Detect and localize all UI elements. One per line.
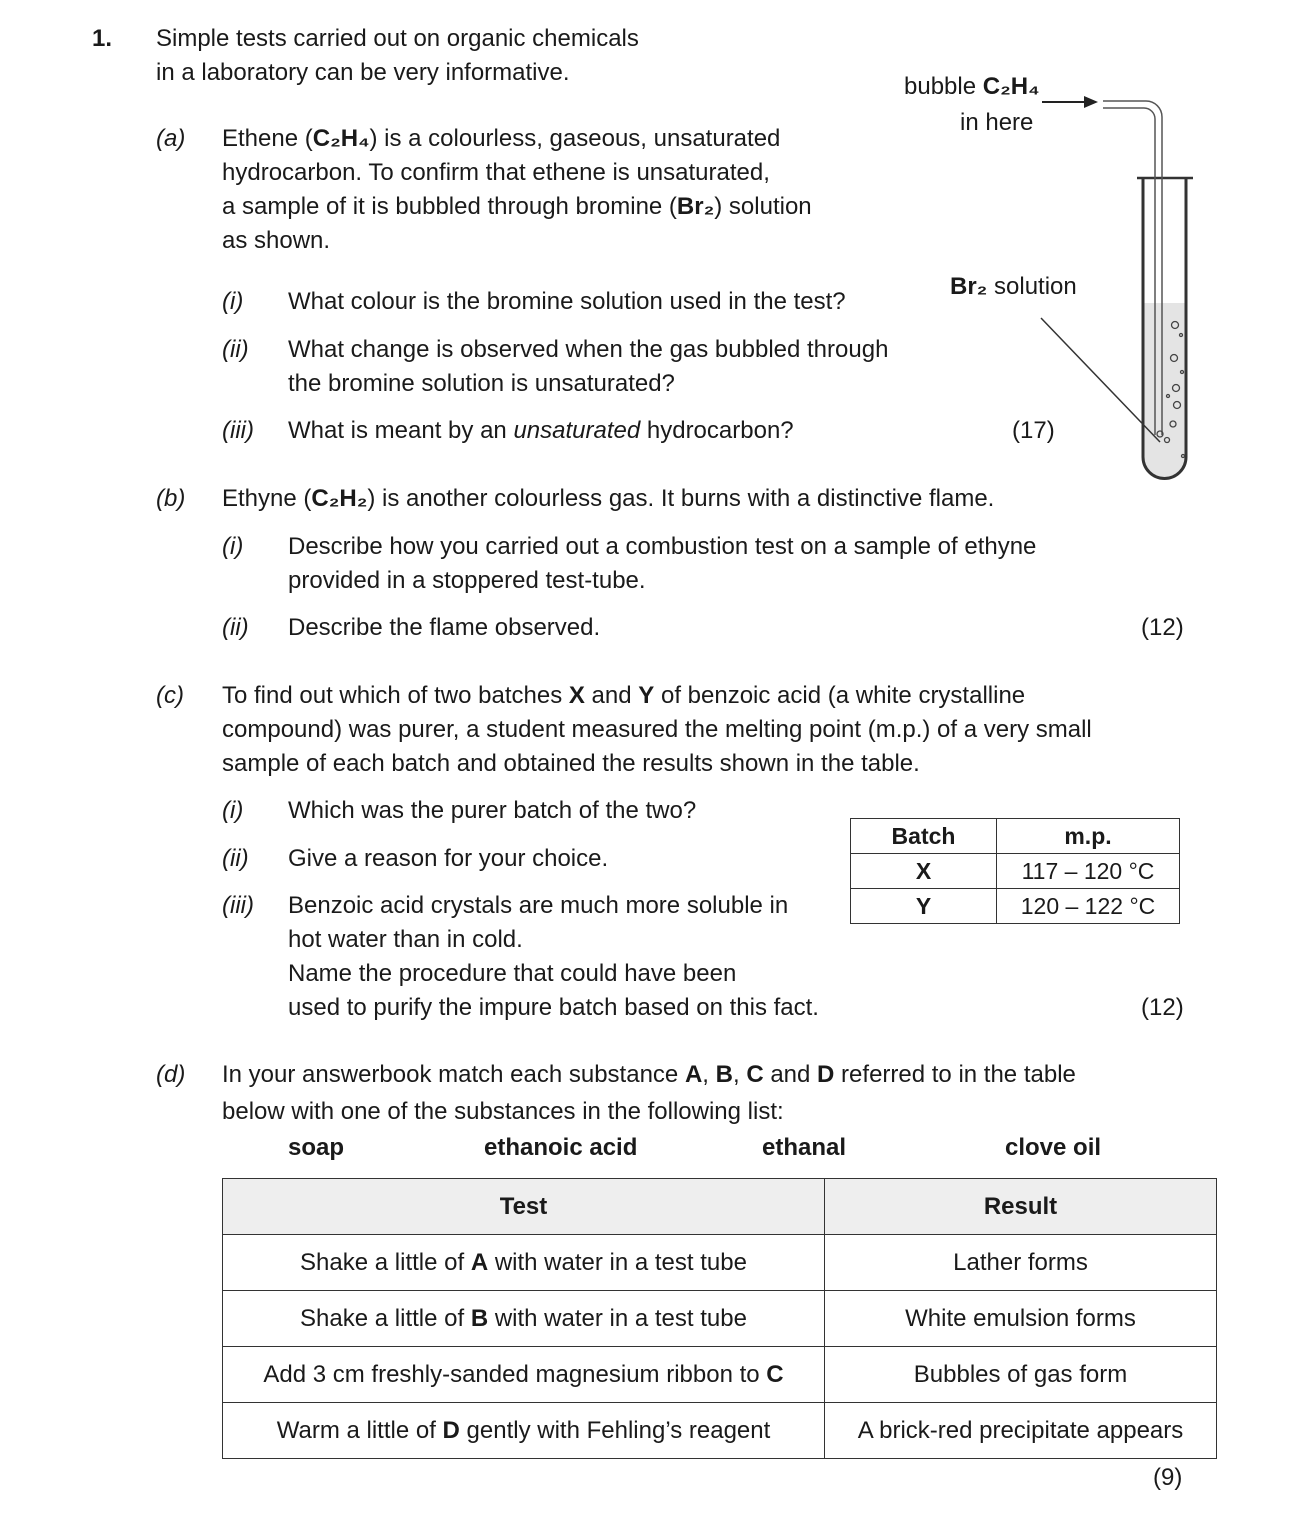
mp-cell: 117 – 120 °C [997, 854, 1180, 889]
test-cell: Shake a little of A with water in a test tube [223, 1235, 825, 1291]
table-row [223, 1347, 1217, 1403]
label-bubble: bubble C₂H₄ [904, 73, 1040, 100]
part-d-line-2: below with one of the substances in the following list: [222, 1098, 784, 1125]
batch-cell: Y [851, 889, 997, 924]
result-cell: Lather forms [825, 1235, 1217, 1291]
part-b-q2-text: Describe the flame observed. [288, 614, 601, 641]
table-header-result: Result [825, 1179, 1217, 1235]
list-item-soap: soap [288, 1134, 345, 1161]
part-c-line-2: compound) was purer, a student measured the melting point (m.p.) of a very small [222, 716, 1092, 743]
label-br2-solution: Br₂ solution [950, 273, 1077, 300]
list-item-ethanoic-acid: ethanoic acid [484, 1134, 638, 1161]
result-cell: A brick-red precipitate appears [825, 1403, 1217, 1459]
table-header-batch: Batch [851, 819, 997, 854]
part-a-line-1: Ethene (C₂H₄) is a colourless, gaseous, unsaturated [222, 125, 781, 152]
melting-point-table [850, 818, 1180, 924]
mp-cell: 120 – 122 °C [997, 889, 1180, 924]
part-c-q2-text: Give a reason for your choice. [288, 845, 609, 872]
result-cell: White emulsion forms [825, 1291, 1217, 1347]
part-a-q2-line-2: the bromine solution is unsaturated? [288, 370, 675, 397]
part-a-q1-label: (i) [222, 288, 244, 315]
table-row [223, 1291, 1217, 1347]
test-result-table [222, 1178, 1217, 1459]
part-b-marks: (12) [1141, 614, 1184, 641]
table-header-mp: m.p. [997, 819, 1180, 854]
result-cell: Bubbles of gas form [825, 1347, 1217, 1403]
part-c-q3-line-4: used to purify the impure batch based on this fact. [288, 994, 819, 1021]
part-c-line-3: sample of each batch and obtained the results shown in the table. [222, 750, 920, 777]
part-b-q1-line-2: provided in a stoppered test-tube. [288, 567, 646, 594]
batch-cell: X [851, 854, 997, 889]
part-a-line-3: a sample of it is bubbled through bromine (Br₂) solution [222, 193, 812, 220]
part-b-q2-label: (ii) [222, 614, 249, 641]
test-cell: Warm a little of D gently with Fehling’s reagent [223, 1403, 825, 1459]
part-c-label: (c) [156, 682, 184, 709]
part-b-label: (b) [156, 485, 186, 512]
test-cell: Add 3 cm freshly-sanded magnesium ribbon to C [223, 1347, 825, 1403]
arrow-icon [1084, 96, 1098, 108]
label-in-here: in here [960, 109, 1034, 136]
part-c-q1-label: (i) [222, 797, 244, 824]
part-a-label: (a) [156, 125, 186, 152]
part-c-q3-line-3: Name the procedure that could have been [288, 960, 737, 987]
part-a-line-2: hydrocarbon. To confirm that ethene is unsaturated, [222, 159, 770, 186]
part-c-q1-text: Which was the purer batch of the two? [288, 797, 697, 824]
part-c-q2-label: (ii) [222, 845, 249, 872]
intro-line-1: Simple tests carried out on organic chemicals [156, 25, 639, 52]
table-row [851, 854, 1180, 889]
part-b-q1-line-1: Describe how you carried out a combustion test on a sample of ethyne [288, 533, 1037, 560]
part-a-q3-text: What is meant by an unsaturated hydrocarbon? [288, 417, 794, 444]
part-d-marks: (9) [1153, 1464, 1183, 1491]
part-c-line-1: To find out which of two batches X and Y of benzoic acid (a white crystalline [222, 682, 1026, 709]
table-row [223, 1235, 1217, 1291]
part-c-q3-line-1: Benzoic acid crystals are much more soluble in [288, 892, 789, 919]
part-b-line-1: Ethyne (C₂H₂) is another colourless gas. It burns with a distinctive flame. [222, 485, 995, 512]
part-b-q1-label: (i) [222, 533, 244, 560]
part-c-q3-label: (iii) [222, 892, 254, 919]
part-a-marks: (17) [1012, 417, 1055, 444]
part-a-q1-text: What colour is the bromine solution used in the test? [288, 288, 846, 315]
part-a-line-4: as shown. [222, 227, 331, 254]
part-a-q3-label: (iii) [222, 417, 254, 444]
part-a-q2-label: (ii) [222, 336, 249, 363]
part-d-line-1: In your answerbook match each substance A, B, C and D referred to in the table [222, 1061, 1076, 1088]
question-number: 1. [92, 25, 113, 52]
part-d-label: (d) [156, 1061, 186, 1088]
list-item-ethanal: ethanal [762, 1134, 847, 1161]
part-c-marks: (12) [1141, 994, 1184, 1021]
test-cell: Shake a little of B with water in a test tube [223, 1291, 825, 1347]
table-header-test: Test [223, 1179, 825, 1235]
table-row [223, 1403, 1217, 1459]
part-c-q3-line-2: hot water than in cold. [288, 926, 523, 953]
intro-line-2: in a laboratory can be very informative. [156, 59, 570, 86]
list-item-clove-oil: clove oil [1005, 1134, 1102, 1161]
table-row [851, 889, 1180, 924]
bromine-solution [1143, 303, 1186, 479]
part-a-q2-line-1: What change is observed when the gas bubbled through [288, 336, 889, 363]
